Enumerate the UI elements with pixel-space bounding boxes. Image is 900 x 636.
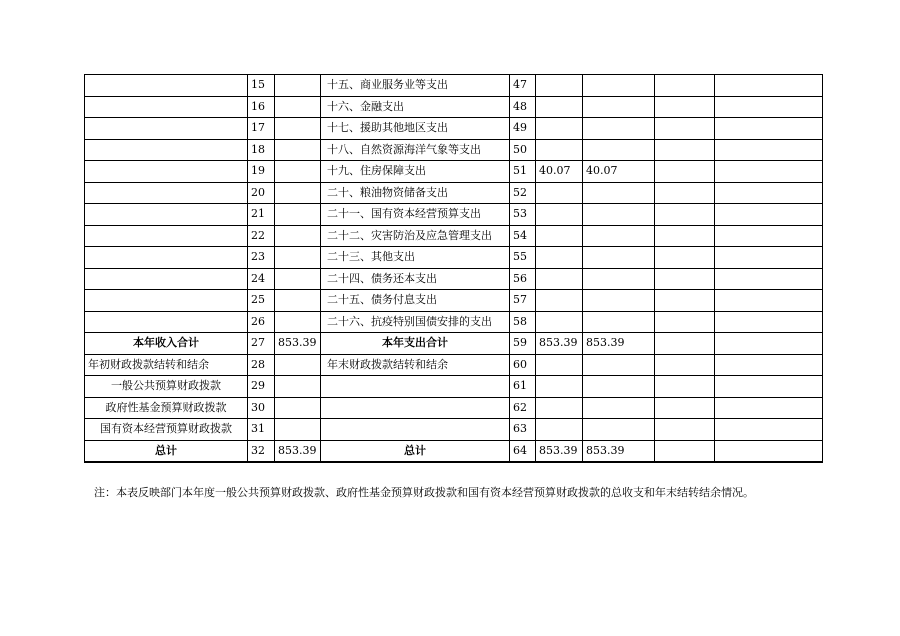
expense-state-capital-cell <box>715 333 823 355</box>
expense-line-no-cell: 49 <box>510 118 536 140</box>
expense-item-cell: 二十五、债务付息支出 <box>321 290 510 312</box>
income-item-cell <box>85 139 248 161</box>
expense-line-no-cell: 58 <box>510 311 536 333</box>
income-line-no-cell: 19 <box>248 161 275 183</box>
expense-line-no-cell: 47 <box>510 75 536 97</box>
income-item-cell <box>85 75 248 97</box>
income-item-cell <box>85 204 248 226</box>
income-amount-cell: 853.39 <box>275 333 321 355</box>
expense-line-no-cell: 48 <box>510 96 536 118</box>
expense-state-capital-cell <box>715 440 823 462</box>
income-amount-cell <box>275 354 321 376</box>
income-line-no-cell: 32 <box>248 440 275 462</box>
expense-state-capital-cell <box>715 118 823 140</box>
expense-item-cell: 二十三、其他支出 <box>321 247 510 269</box>
expense-state-capital-cell <box>715 419 823 441</box>
expense-gov-fund-cell <box>655 96 715 118</box>
expense-state-capital-cell <box>715 75 823 97</box>
expense-general-budget-cell <box>583 354 655 376</box>
expense-general-budget-cell <box>583 204 655 226</box>
expense-item-cell: 十八、自然资源海洋气象等支出 <box>321 139 510 161</box>
expense-gov-fund-cell <box>655 290 715 312</box>
expense-state-capital-cell <box>715 376 823 398</box>
income-item-cell <box>85 290 248 312</box>
table-row <box>85 225 823 247</box>
expense-state-capital-cell <box>715 225 823 247</box>
expense-gov-fund-cell <box>655 161 715 183</box>
income-item-cell <box>85 311 248 333</box>
expense-line-no-cell: 50 <box>510 139 536 161</box>
income-item-cell: 总计 <box>85 440 248 462</box>
income-line-no-cell: 23 <box>248 247 275 269</box>
income-item-cell <box>85 118 248 140</box>
expense-gov-fund-cell <box>655 204 715 226</box>
expense-item-cell: 年末财政拨款结转和结余 <box>321 354 510 376</box>
expense-state-capital-cell <box>715 268 823 290</box>
expense-total-cell <box>536 268 583 290</box>
income-item-cell <box>85 96 248 118</box>
table-footnote: 注：本表反映部门本年度一般公共预算财政拨款、政府性基金预算财政拨款和国有资本经营预算财政拨款的总收支和年末结转结余情况。 <box>94 486 754 499</box>
income-line-no-cell: 24 <box>248 268 275 290</box>
expense-gov-fund-cell <box>655 440 715 462</box>
expense-line-no-cell: 56 <box>510 268 536 290</box>
income-item-cell <box>85 268 248 290</box>
expense-item-cell: 十七、援助其他地区支出 <box>321 118 510 140</box>
expense-item-cell: 十六、金融支出 <box>321 96 510 118</box>
income-line-no-cell: 26 <box>248 311 275 333</box>
expense-item-cell: 二十二、灾害防治及应急管理支出 <box>321 225 510 247</box>
expense-general-budget-cell <box>583 268 655 290</box>
expense-total-cell <box>536 139 583 161</box>
table-row <box>85 419 823 441</box>
expense-line-no-cell: 64 <box>510 440 536 462</box>
expense-total-cell <box>536 96 583 118</box>
expense-total-cell <box>536 118 583 140</box>
income-line-no-cell: 25 <box>248 290 275 312</box>
income-amount-cell <box>275 96 321 118</box>
expense-total-cell <box>536 290 583 312</box>
expense-gov-fund-cell <box>655 354 715 376</box>
expense-general-budget-cell <box>583 182 655 204</box>
expense-line-no-cell: 61 <box>510 376 536 398</box>
income-amount-cell <box>275 419 321 441</box>
expense-total-cell <box>536 204 583 226</box>
expense-gov-fund-cell <box>655 247 715 269</box>
expense-item-cell: 二十六、抗疫特别国债安排的支出 <box>321 311 510 333</box>
expense-gov-fund-cell <box>655 311 715 333</box>
income-line-no-cell: 31 <box>248 419 275 441</box>
expense-general-budget-cell <box>583 118 655 140</box>
expense-state-capital-cell <box>715 290 823 312</box>
income-amount-cell <box>275 311 321 333</box>
expense-gov-fund-cell <box>655 225 715 247</box>
expense-total-cell: 853.39 <box>536 333 583 355</box>
income-line-no-cell: 17 <box>248 118 275 140</box>
expense-general-budget-cell <box>583 397 655 419</box>
expense-state-capital-cell <box>715 182 823 204</box>
expense-gov-fund-cell <box>655 139 715 161</box>
income-amount-cell <box>275 204 321 226</box>
table-row <box>85 333 823 355</box>
income-line-no-cell: 29 <box>248 376 275 398</box>
expense-general-budget-cell <box>583 96 655 118</box>
expense-general-budget-cell <box>583 290 655 312</box>
expense-gov-fund-cell <box>655 333 715 355</box>
income-amount-cell <box>275 290 321 312</box>
income-item-cell: 一般公共预算财政拨款 <box>85 376 248 398</box>
table-row <box>85 354 823 376</box>
income-amount-cell <box>275 182 321 204</box>
expense-line-no-cell: 53 <box>510 204 536 226</box>
income-amount-cell <box>275 376 321 398</box>
expense-total-cell: 853.39 <box>536 440 583 462</box>
expense-total-cell <box>536 419 583 441</box>
expense-line-no-cell: 51 <box>510 161 536 183</box>
expense-state-capital-cell <box>715 96 823 118</box>
expense-line-no-cell: 57 <box>510 290 536 312</box>
income-line-no-cell: 21 <box>248 204 275 226</box>
table-row <box>85 311 823 333</box>
table-row <box>85 118 823 140</box>
income-amount-cell <box>275 268 321 290</box>
expense-item-cell: 二十一、国有资本经营预算支出 <box>321 204 510 226</box>
fiscal-allocation-table <box>84 74 823 463</box>
income-line-no-cell: 20 <box>248 182 275 204</box>
table-row <box>85 139 823 161</box>
expense-item-cell <box>321 376 510 398</box>
expense-line-no-cell: 62 <box>510 397 536 419</box>
table-row <box>85 376 823 398</box>
expense-state-capital-cell <box>715 354 823 376</box>
expense-line-no-cell: 59 <box>510 333 536 355</box>
table-row <box>85 204 823 226</box>
income-line-no-cell: 15 <box>248 75 275 97</box>
expense-general-budget-cell: 853.39 <box>583 333 655 355</box>
expense-item-cell: 十九、住房保障支出 <box>321 161 510 183</box>
table-row <box>85 75 823 97</box>
table-row <box>85 247 823 269</box>
expense-gov-fund-cell <box>655 75 715 97</box>
income-amount-cell <box>275 397 321 419</box>
expense-item-cell: 二十、粮油物资储备支出 <box>321 182 510 204</box>
income-line-no-cell: 16 <box>248 96 275 118</box>
income-amount-cell <box>275 247 321 269</box>
expense-item-cell <box>321 419 510 441</box>
expense-general-budget-cell <box>583 311 655 333</box>
expense-gov-fund-cell <box>655 376 715 398</box>
expense-gov-fund-cell <box>655 397 715 419</box>
income-item-cell <box>85 247 248 269</box>
income-item-cell: 国有资本经营预算财政拨款 <box>85 419 248 441</box>
income-line-no-cell: 18 <box>248 139 275 161</box>
expense-state-capital-cell <box>715 139 823 161</box>
expense-state-capital-cell <box>715 204 823 226</box>
expense-item-cell <box>321 397 510 419</box>
expense-state-capital-cell <box>715 247 823 269</box>
expense-item-cell: 总计 <box>321 440 510 462</box>
expense-total-cell <box>536 247 583 269</box>
expense-line-no-cell: 60 <box>510 354 536 376</box>
income-amount-cell <box>275 225 321 247</box>
table-body <box>85 75 823 463</box>
income-line-no-cell: 30 <box>248 397 275 419</box>
expense-total-cell <box>536 182 583 204</box>
income-item-cell: 年初财政拨款结转和结余 <box>85 354 248 376</box>
expense-general-budget-cell <box>583 247 655 269</box>
table-row <box>85 268 823 290</box>
expense-state-capital-cell <box>715 397 823 419</box>
income-amount-cell <box>275 118 321 140</box>
expense-total-cell <box>536 376 583 398</box>
expense-total-cell <box>536 311 583 333</box>
table-row <box>85 96 823 118</box>
expense-general-budget-cell <box>583 376 655 398</box>
expense-gov-fund-cell <box>655 419 715 441</box>
expense-total-cell <box>536 225 583 247</box>
expense-gov-fund-cell <box>655 118 715 140</box>
expense-general-budget-cell <box>583 139 655 161</box>
income-item-cell <box>85 182 248 204</box>
expense-gov-fund-cell <box>655 268 715 290</box>
expense-total-cell <box>536 354 583 376</box>
income-item-cell <box>85 161 248 183</box>
table-row <box>85 397 823 419</box>
table-row <box>85 182 823 204</box>
expense-general-budget-cell: 40.07 <box>583 161 655 183</box>
expense-item-cell: 本年支出合计 <box>321 333 510 355</box>
expense-gov-fund-cell <box>655 182 715 204</box>
expense-total-cell <box>536 75 583 97</box>
expense-state-capital-cell <box>715 161 823 183</box>
income-line-no-cell: 27 <box>248 333 275 355</box>
expense-total-cell: 40.07 <box>536 161 583 183</box>
income-amount-cell <box>275 139 321 161</box>
expense-line-no-cell: 55 <box>510 247 536 269</box>
expense-state-capital-cell <box>715 311 823 333</box>
expense-line-no-cell: 52 <box>510 182 536 204</box>
expense-total-cell <box>536 397 583 419</box>
table-row <box>85 290 823 312</box>
income-amount-cell <box>275 161 321 183</box>
expense-general-budget-cell <box>583 419 655 441</box>
income-item-cell: 政府性基金预算财政拨款 <box>85 397 248 419</box>
income-amount-cell: 853.39 <box>275 440 321 462</box>
income-item-cell <box>85 225 248 247</box>
expense-item-cell: 二十四、债务还本支出 <box>321 268 510 290</box>
expense-line-no-cell: 54 <box>510 225 536 247</box>
expense-item-cell: 十五、商业服务业等支出 <box>321 75 510 97</box>
table-row <box>85 440 823 462</box>
expense-line-no-cell: 63 <box>510 419 536 441</box>
expense-general-budget-cell <box>583 225 655 247</box>
income-amount-cell <box>275 75 321 97</box>
income-item-cell: 本年收入合计 <box>85 333 248 355</box>
expense-general-budget-cell <box>583 75 655 97</box>
table-row <box>85 161 823 183</box>
expense-general-budget-cell: 853.39 <box>583 440 655 462</box>
income-line-no-cell: 22 <box>248 225 275 247</box>
income-line-no-cell: 28 <box>248 354 275 376</box>
